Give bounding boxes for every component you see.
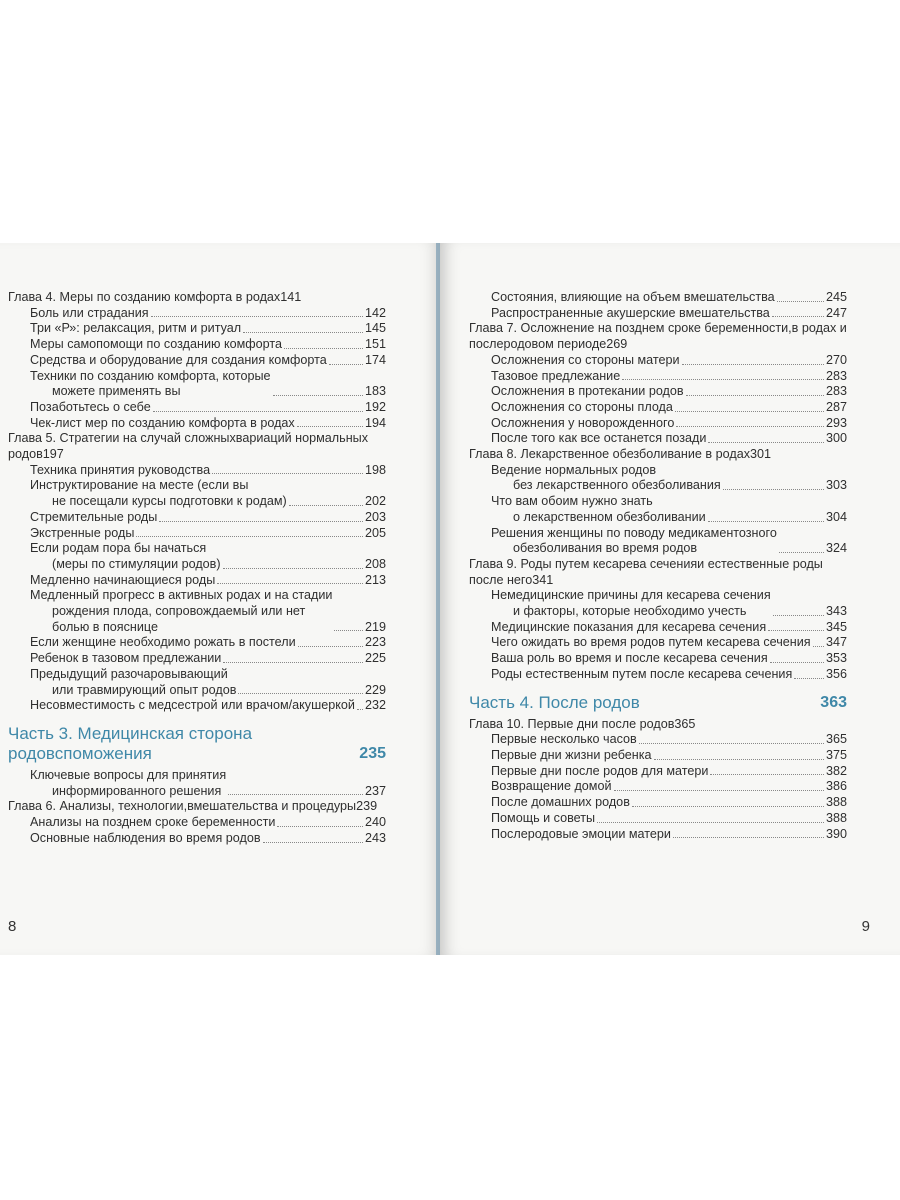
toc-entry	[469, 494, 847, 525]
toc-entry-line: Медленный прогресс в активных родах и на стадии	[30, 588, 333, 603]
toc-entry-title	[469, 717, 674, 731]
toc-entry-title	[30, 321, 241, 337]
toc-entry-title	[30, 768, 226, 799]
toc-entry-title	[491, 416, 674, 432]
dot-leader	[597, 822, 824, 823]
toc-chapter-heading	[469, 447, 847, 463]
toc-entry-title	[491, 748, 652, 764]
toc-entry-line: о лекарственном обезболивании	[513, 509, 706, 524]
toc-entry-title	[30, 400, 151, 416]
toc-entry-title	[30, 337, 282, 353]
toc-entry-title	[491, 463, 721, 494]
dot-leader	[768, 630, 824, 631]
toc-page-number: 300	[825, 431, 847, 446]
toc-entry-title	[30, 831, 261, 847]
dot-leader	[289, 505, 363, 506]
dot-leader	[773, 615, 824, 616]
dot-leader	[813, 646, 824, 647]
toc-page-number: 240	[364, 815, 386, 830]
toc-entry-title	[491, 588, 771, 619]
toc-entry-line: информированного решения	[52, 783, 222, 798]
toc-page-number: 388	[825, 810, 847, 825]
toc-entry-title	[30, 635, 296, 651]
toc-page-number: 386	[825, 779, 847, 794]
dot-leader	[676, 426, 824, 427]
toc-entry	[469, 306, 847, 322]
toc-entry-line: Возвращение домой	[491, 779, 612, 794]
toc-entry-line: Глава 7. Осложнение на позднем сроке беременности,	[469, 321, 792, 336]
toc-entry-line: Ведение нормальных родов	[491, 462, 657, 477]
dot-leader	[263, 842, 363, 843]
toc-entry-line: Первые несколько часов	[491, 732, 637, 747]
toc-entry-line: Решения женщины по поводу медикаментозного	[491, 525, 777, 540]
dot-leader	[673, 837, 824, 838]
dot-leader	[212, 473, 363, 474]
toc-entry	[8, 698, 386, 714]
toc-page-number: 301	[750, 447, 772, 462]
toc-entry-title	[491, 494, 706, 525]
toc-page-number: 145	[364, 321, 386, 336]
toc-entry	[469, 588, 847, 619]
dot-leader	[710, 774, 824, 775]
toc-entry-line: Глава 9. Роды путем кесарева сечения	[469, 556, 698, 571]
toc-entry	[8, 478, 386, 509]
dot-leader	[151, 316, 363, 317]
toc-entry	[469, 779, 847, 795]
toc-entry-title	[30, 510, 157, 526]
toc-entry-title	[491, 795, 630, 811]
toc-entry-line: Несовместимость с медсестрой или врачом/акушеркой	[30, 698, 355, 713]
toc-entry-line: в родах и послеродовом периоде	[469, 321, 847, 352]
dot-leader	[223, 568, 363, 569]
toc-entry-title	[469, 557, 823, 587]
dot-leader	[794, 678, 824, 679]
toc-page-number: 202	[364, 494, 386, 509]
toc-page-number: 198	[364, 462, 386, 477]
toc-entry	[8, 337, 386, 353]
toc-entry-title	[491, 764, 708, 780]
toc-entry-line: Если женщине необходимо рожать в постели	[30, 635, 296, 650]
dot-leader	[223, 662, 363, 663]
toc-entry	[8, 667, 386, 698]
toc-entry-line: Осложнения в протекании родов	[491, 384, 684, 399]
toc-entry-line: и факторы, которые необходимо учесть	[513, 604, 747, 619]
toc-page-number: 208	[364, 556, 386, 571]
toc-entry-title	[491, 811, 595, 827]
toc-page-number: 223	[364, 635, 386, 650]
toc-page-number: 141	[280, 290, 302, 304]
toc-entry	[469, 667, 847, 683]
toc-chapter-heading	[8, 290, 386, 306]
dot-leader	[654, 759, 824, 760]
dot-leader	[622, 379, 824, 380]
toc-page-number: 203	[364, 509, 386, 524]
toc-page-number: 239	[356, 799, 378, 814]
toc-page-number: 283	[825, 368, 847, 383]
toc-entry	[8, 541, 386, 572]
toc-entry-line: можете применять вы	[52, 384, 181, 399]
toc-page-number: 213	[364, 572, 386, 587]
dot-leader	[238, 693, 363, 694]
toc-entry-line: вмешательства и процедуры	[187, 799, 357, 814]
toc-page-number: 382	[825, 763, 847, 778]
toc-entry-title	[491, 620, 766, 636]
dot-leader	[228, 794, 363, 795]
toc-entry	[469, 620, 847, 636]
toc-entry	[469, 290, 847, 306]
toc-page-number: 345	[825, 619, 847, 634]
dot-leader	[297, 426, 363, 427]
toc-right	[469, 290, 847, 842]
toc-entry-title	[30, 526, 134, 542]
toc-entry	[8, 306, 386, 322]
toc-entry-line: Экстренные роды	[30, 525, 135, 540]
toc-entry-line: Медицинские показания для кесарева сечения	[491, 619, 767, 634]
toc-entry	[8, 526, 386, 542]
toc-page-number: 293	[825, 415, 847, 430]
toc-entry-line: Техники по созданию комфорта, которые	[30, 368, 271, 383]
toc-entry-line: и естественные роды после него	[469, 556, 823, 587]
toc-entry-title	[8, 799, 356, 813]
toc-entry	[8, 463, 386, 479]
dot-leader	[159, 521, 363, 522]
toc-page-number: 363	[820, 693, 847, 711]
toc-entry	[469, 651, 847, 667]
toc-page-number: 232	[364, 698, 386, 713]
toc-entry-line: Инструктирование на месте (если вы	[30, 478, 249, 493]
toc-page-number: 237	[364, 783, 386, 798]
toc-entry	[8, 400, 386, 416]
toc-page-number: 269	[606, 337, 628, 352]
toc-entry-line: без лекарственного обезболивания	[513, 478, 721, 493]
toc-page-number: 243	[364, 830, 386, 845]
toc-entry-title	[491, 651, 768, 667]
toc-entry-line: Глава 6. Анализы, технологии,	[8, 799, 188, 814]
toc-entry-line: родовспоможения	[8, 743, 152, 763]
toc-entry	[469, 416, 847, 432]
toc-entry-line: Чек-лист мер по созданию комфорта в родах	[30, 415, 295, 430]
dot-leader	[153, 411, 363, 412]
toc-entry-title	[491, 431, 706, 447]
toc-entry-title	[30, 478, 287, 509]
toc-entry-title	[491, 290, 775, 306]
toc-entry-line: Боль или страдания	[30, 305, 149, 320]
toc-entry-line: Часть 3. Медицинская сторона	[8, 723, 253, 743]
toc-entry	[8, 831, 386, 847]
toc-entry-title	[30, 698, 355, 714]
toc-entry	[469, 635, 847, 651]
toc-entry	[469, 748, 847, 764]
toc-entry	[8, 416, 386, 432]
toc-page-number: 142	[364, 305, 386, 320]
toc-entry-title	[491, 732, 637, 748]
toc-entry	[8, 651, 386, 667]
toc-entry-line: Анализы на позднем сроке беременности	[30, 815, 276, 830]
toc-entry	[469, 764, 847, 780]
dot-leader	[273, 395, 363, 396]
toc-entry-title	[491, 635, 811, 651]
toc-entry-line: (меры по стимуляции родов)	[52, 556, 221, 571]
toc-entry-line: рождения плода, сопровождаемый или нет	[52, 604, 306, 619]
toc-entry-line: Чего ожидать во время родов путем кесарева сечения	[491, 635, 811, 650]
toc-entry-line: Ваша роль во время и после кесарева сечения	[491, 651, 768, 666]
toc-page-number: 197	[42, 447, 64, 462]
toc-entry-title	[30, 416, 295, 432]
toc-entry	[469, 384, 847, 400]
page-number-left: 8	[8, 918, 17, 935]
toc-page-number: 247	[825, 305, 847, 320]
toc-entry-line: болью в пояснице	[52, 619, 158, 634]
toc-entry-title	[469, 447, 750, 461]
toc-page-number: 225	[364, 651, 386, 666]
toc-part-heading	[8, 724, 386, 764]
toc-entry-title	[30, 369, 271, 400]
toc-entry-title	[30, 815, 275, 831]
toc-page-number: 343	[825, 604, 847, 619]
toc-entry	[8, 815, 386, 831]
toc-entry	[469, 732, 847, 748]
toc-page-number: 245	[825, 290, 847, 304]
toc-entry-line: Первые дни после родов для матери	[491, 763, 709, 778]
toc-page-number: 365	[674, 716, 696, 731]
toc-chapter-heading	[469, 717, 847, 733]
toc-page-number: 192	[364, 399, 386, 414]
right-page	[440, 243, 900, 955]
toc-entry-title	[491, 353, 680, 369]
dot-leader	[334, 630, 363, 631]
dot-leader	[675, 411, 824, 412]
toc-page-number: 205	[364, 525, 386, 540]
toc-entry-title	[30, 667, 236, 698]
toc-entry-line: Помощь и советы	[491, 810, 596, 825]
toc-entry-title	[30, 573, 215, 589]
toc-entry-line: Состояния, влияющие на объем вмешательства	[491, 290, 775, 304]
toc-entry-line: Что вам обоим нужно знать	[491, 494, 653, 509]
toc-chapter-heading	[8, 799, 386, 815]
toc-entry	[8, 588, 386, 635]
toc-entry-line: После домашних родов	[491, 795, 630, 810]
toc-chapter-heading	[8, 431, 386, 462]
toc-entry-line: Ребенок в тазовом предлежании	[30, 651, 222, 666]
toc-page-number: 324	[825, 541, 847, 556]
toc-entry-line: После того как все останется позади	[491, 431, 707, 446]
toc-entry	[469, 811, 847, 827]
toc-entry-line: Роды естественным путем после кесарева сечения	[491, 666, 793, 681]
dot-leader	[329, 364, 363, 365]
toc-page-number: 365	[825, 732, 847, 747]
toc-entry-line: Осложнения со стороны матери	[491, 352, 680, 367]
toc-entry-line: Осложнения со стороны плода	[491, 399, 673, 414]
toc-entry-title	[491, 369, 620, 385]
toc-entry-title	[8, 724, 359, 764]
toc-chapter-heading	[469, 557, 847, 588]
dot-leader	[243, 332, 363, 333]
toc-entry	[8, 353, 386, 369]
toc-entry	[469, 795, 847, 811]
toc-entry-title	[491, 526, 777, 557]
toc-entry-title	[30, 541, 221, 572]
toc-entry-line: Глава 4. Меры по созданию комфорта в родах	[8, 290, 281, 304]
toc-entry-line: Медленно начинающиеся роды	[30, 572, 216, 587]
toc-page-number: 390	[825, 826, 847, 841]
toc-entry	[469, 369, 847, 385]
dot-leader	[632, 806, 824, 807]
dot-leader	[777, 301, 824, 302]
left-page	[0, 243, 440, 955]
toc-entry-line: Немедицинские причины для кесарева сечения	[491, 588, 771, 603]
toc-page-number: 270	[825, 352, 847, 367]
toc-entry-line: Меры самопомощи по созданию комфорта	[30, 337, 282, 352]
toc-page-number: 347	[825, 635, 847, 650]
toc-entry-title	[30, 306, 149, 322]
toc-entry-line: Средства и оборудование для создания комфорта	[30, 352, 327, 367]
toc-entry-line: Три «Р»: релаксация, ритм и ритуал	[30, 321, 242, 336]
dot-leader	[136, 536, 363, 537]
toc-entry-line: Предыдущий разочаровывающий	[30, 666, 228, 681]
toc-entry-title	[469, 321, 847, 351]
toc-entry-line: Первые дни жизни ребенка	[491, 747, 652, 762]
toc-page-number: 353	[825, 651, 847, 666]
toc-entry-line: обезболивания во время родов	[513, 541, 698, 556]
toc-page-number: 356	[825, 666, 847, 681]
dot-leader	[779, 552, 824, 553]
toc-page-number: 174	[364, 352, 386, 367]
dot-leader	[284, 348, 363, 349]
toc-entry-line: Глава 8. Лекарственное обезболивание в родах	[469, 447, 750, 462]
toc-entry-title	[491, 306, 770, 322]
toc-entry	[8, 510, 386, 526]
toc-page-number: 287	[825, 399, 847, 414]
toc-entry-title	[30, 651, 221, 667]
toc-page-number: 303	[825, 478, 847, 493]
dot-leader	[708, 521, 824, 522]
dot-leader	[217, 583, 363, 584]
toc-entry	[469, 827, 847, 843]
toc-entry-line: Распространенные акушерские вмешательства	[491, 305, 770, 320]
toc-entry	[8, 768, 386, 799]
toc-left	[8, 290, 386, 847]
toc-entry-title	[491, 779, 612, 795]
dot-leader	[277, 826, 363, 827]
dot-leader	[770, 662, 824, 663]
toc-page-number: 283	[825, 384, 847, 399]
toc-page-number: 151	[364, 337, 386, 352]
dot-leader	[723, 489, 824, 490]
dot-leader	[682, 364, 824, 365]
toc-entry-line: не посещали курсы подготовки к родам)	[52, 494, 287, 509]
dot-leader	[772, 316, 824, 317]
toc-entry-title	[469, 693, 820, 713]
toc-entry-title	[30, 588, 332, 635]
toc-entry	[469, 400, 847, 416]
toc-entry	[469, 526, 847, 557]
toc-entry	[8, 635, 386, 651]
toc-page-number: 341	[532, 572, 554, 587]
toc-page-number: 375	[825, 747, 847, 762]
dot-leader	[708, 442, 824, 443]
toc-entry-line: Послеродовые эмоции матери	[491, 826, 671, 841]
toc-entry-title	[491, 384, 684, 400]
book-spread	[0, 243, 900, 955]
toc-entry-title	[491, 667, 792, 683]
toc-entry-line: Глава 10. Первые дни после родов	[469, 716, 675, 731]
toc-entry-title	[8, 290, 280, 304]
toc-entry	[469, 431, 847, 447]
toc-entry-title	[491, 827, 671, 843]
toc-entry-line: Часть 4. После родов	[469, 692, 640, 712]
toc-entry-line: или травмирующий опыт родов	[52, 682, 237, 697]
toc-entry	[8, 573, 386, 589]
toc-page-number: 194	[364, 415, 386, 430]
toc-page-number: 219	[364, 619, 386, 634]
toc-entry	[469, 463, 847, 494]
page-number-right: 9	[861, 918, 870, 935]
toc-page-number: 235	[359, 744, 386, 762]
toc-chapter-heading	[469, 321, 847, 352]
toc-entry-line: Осложнения у новорожденного	[491, 415, 675, 430]
toc-entry	[8, 369, 386, 400]
toc-page-number: 229	[364, 682, 386, 697]
toc-entry-line: Основные наблюдения во время родов	[30, 830, 261, 845]
toc-entry-title	[30, 463, 210, 479]
toc-page-number: 388	[825, 795, 847, 810]
toc-entry-line: Стремительные роды	[30, 509, 158, 524]
dot-leader	[639, 743, 824, 744]
toc-entry-line: Если родам пора бы начаться	[30, 541, 207, 556]
toc-entry-line: Ключевые вопросы для принятия	[30, 767, 227, 782]
toc-part-heading	[469, 693, 847, 713]
toc-entry-title	[30, 353, 327, 369]
toc-page-number: 183	[364, 384, 386, 399]
toc-entry-line: Позаботьтесь о себе	[30, 399, 151, 414]
dot-leader	[686, 395, 824, 396]
toc-entry-line: Глава 5. Стратегии на случай сложных	[8, 431, 236, 446]
dot-leader	[298, 646, 363, 647]
toc-entry-line: Тазовое предлежание	[491, 368, 621, 383]
toc-entry-title	[491, 400, 673, 416]
toc-entry	[8, 321, 386, 337]
dot-leader	[357, 709, 363, 710]
toc-entry-line: вариаций нормальных родов	[8, 431, 369, 462]
toc-entry	[469, 353, 847, 369]
dot-leader	[614, 790, 824, 791]
toc-page-number: 304	[825, 509, 847, 524]
toc-entry-line: Техника принятия руководства	[30, 462, 211, 477]
